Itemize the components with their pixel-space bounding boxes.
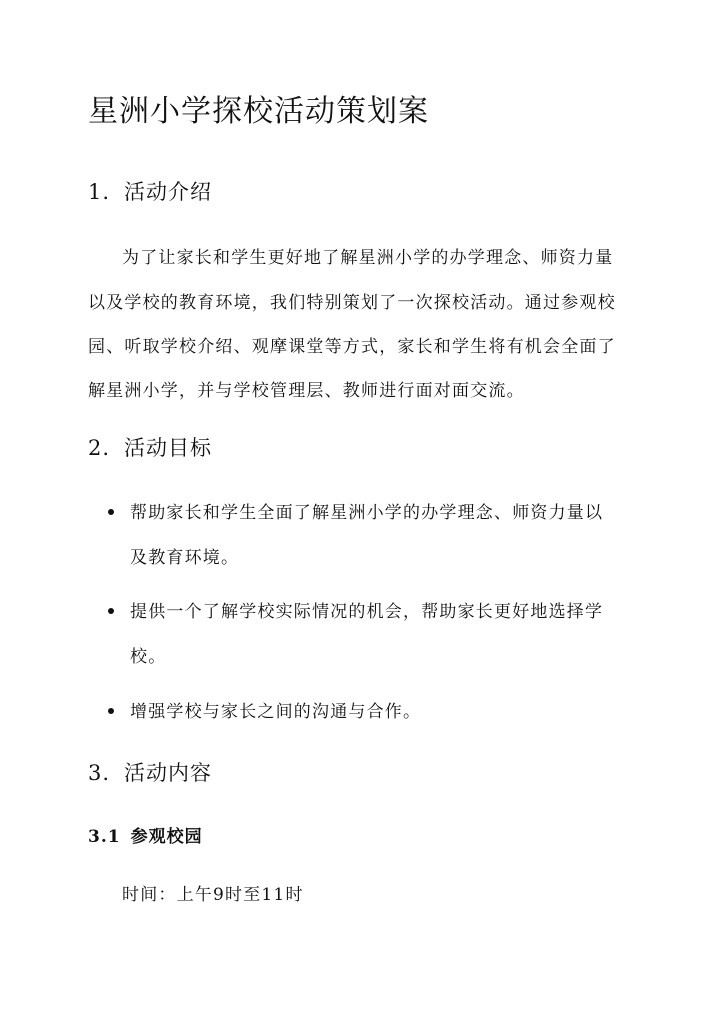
paragraph-line: 解星洲小学，并与学校管理层、教师进行面对面交流。 xyxy=(88,381,525,401)
paragraph-line: 以及学校的教育环境，我们特别策划了一次探校活动。通过参观校 xyxy=(88,293,616,313)
bullet-icon xyxy=(108,708,114,714)
subsection-heading-campus-tour xyxy=(88,822,203,847)
section-heading-goals xyxy=(88,432,212,462)
section-title: 活动目标 xyxy=(124,436,213,460)
list-item-line: 及教育环境。 xyxy=(130,548,240,568)
section-number: 1. xyxy=(88,180,111,204)
section-heading-content xyxy=(88,757,212,787)
list-item-line: 校。 xyxy=(130,647,167,667)
section-heading-intro xyxy=(88,176,212,206)
bullet-icon xyxy=(108,608,114,614)
bullet-icon xyxy=(108,509,114,515)
section-number: 2. xyxy=(88,436,111,460)
paragraph-line: 园、听取学校介绍、观摩课堂等方式，家长和学生将有机会全面了 xyxy=(88,337,616,357)
list-item-line: 提供一个了解学校实际情况的机会，帮助家长更好地选择学 xyxy=(130,602,604,622)
subsection-number: 3.1 xyxy=(88,827,121,847)
section-number: 3. xyxy=(88,761,111,785)
paragraph-line: 为了让家长和学生更好地了解星洲小学的办学理念、师资力量 xyxy=(122,248,614,268)
document-title: 星洲小学探校活动策划案 xyxy=(88,94,429,129)
section-title: 活动内容 xyxy=(124,761,213,785)
list-item-line: 增强学校与家长之间的沟通与合作。 xyxy=(130,702,422,722)
list-item-line: 帮助家长和学生全面了解星洲小学的办学理念、师资力量以 xyxy=(130,503,604,523)
section-title: 活动介绍 xyxy=(124,180,213,204)
subsection-title: 参观校园 xyxy=(130,827,203,847)
time-line: 时间：上午9时至11时 xyxy=(122,885,304,905)
